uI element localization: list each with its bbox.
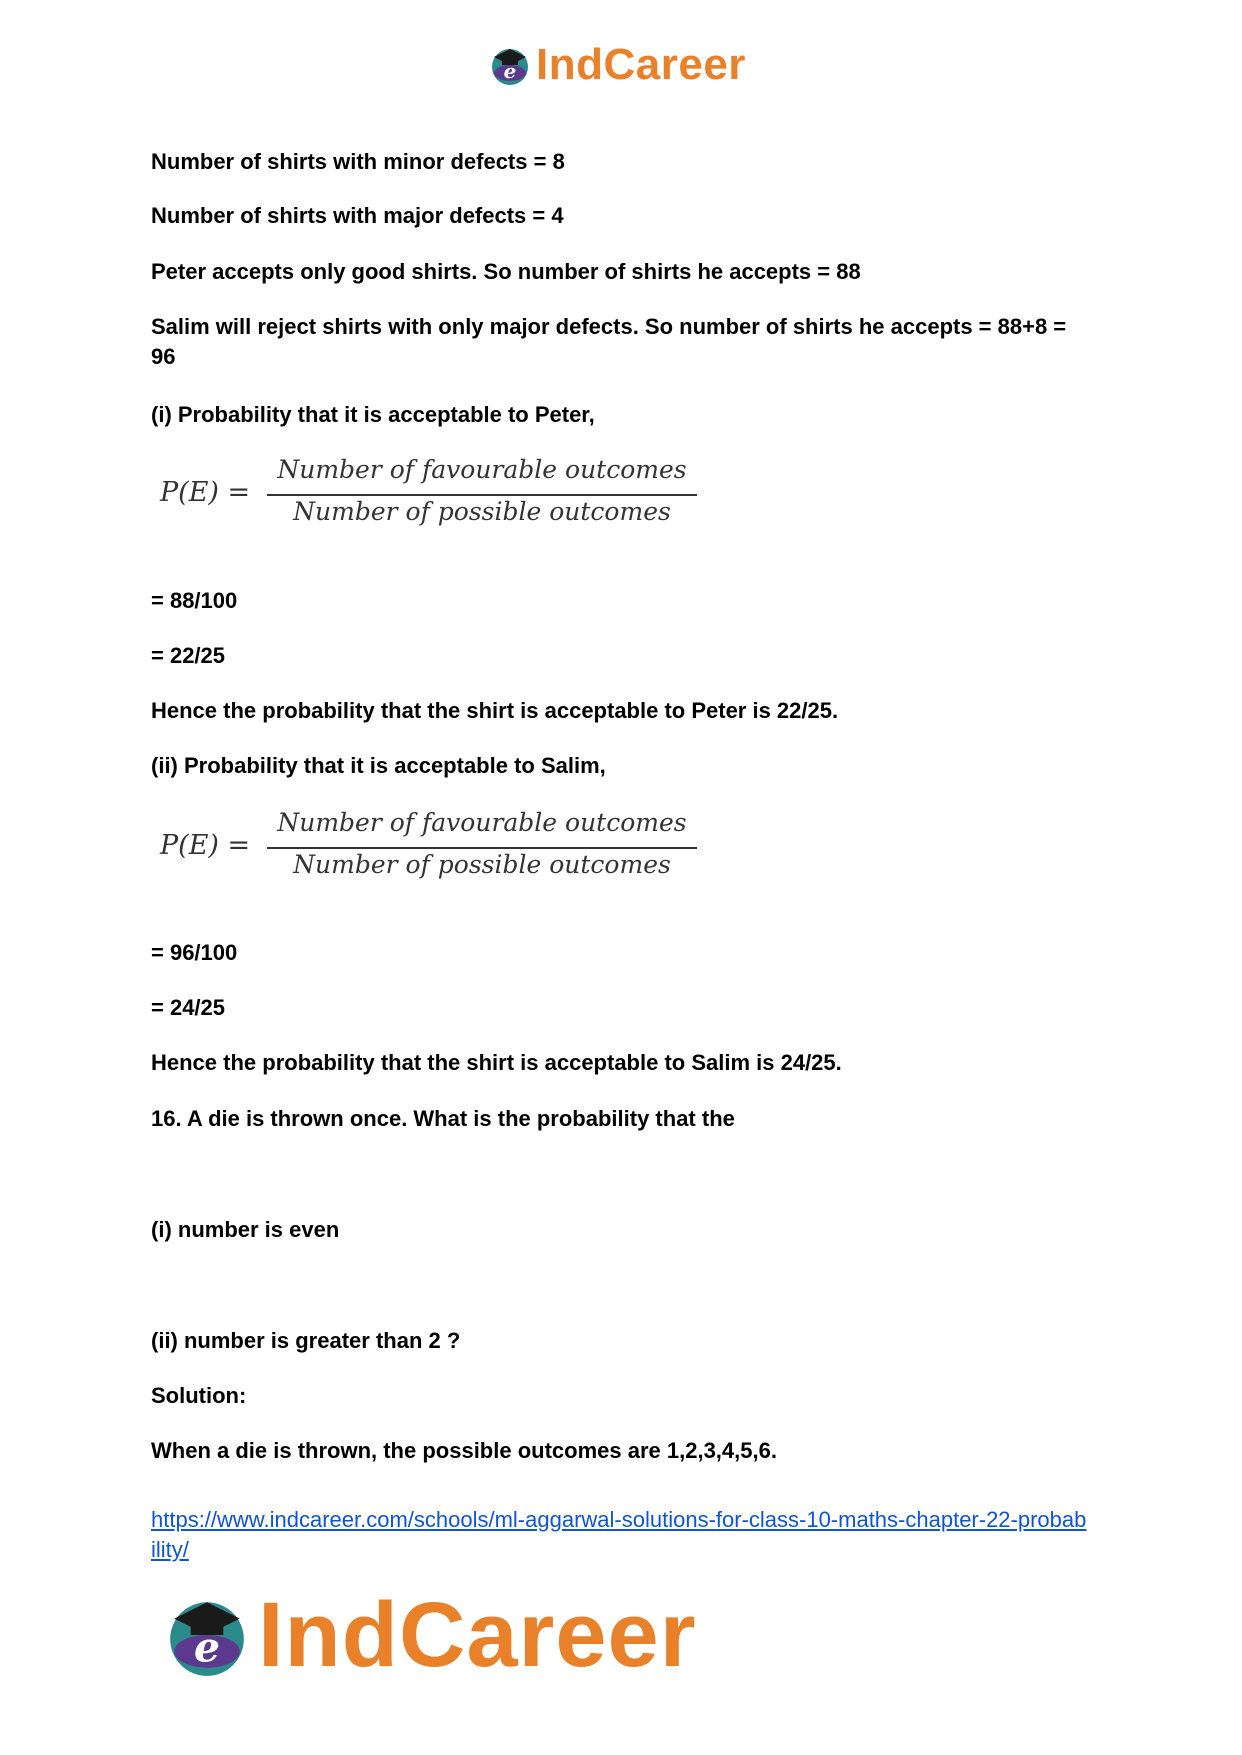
formula-lhs: P(E) = (160, 477, 251, 508)
paragraph-salim-accepts: Salim will reject shirts with only major defects. So number of shirts he accepts = 88+8 = 96 (151, 314, 1067, 369)
formula-lhs: P(E) = (160, 830, 251, 861)
graduation-cap-globe-icon (488, 43, 532, 87)
paragraph-die-outcomes: When a die is thrown, the possible outcomes are 1,2,3,4,5,6. (151, 1438, 777, 1463)
paragraph-question-16: 16. A die is thrown once. What is the probability that the (151, 1106, 735, 1131)
formula-denominator: Number of possible outcomes (293, 850, 671, 879)
formula-numerator: Number of favourable outcomes (277, 808, 687, 837)
graduation-cap-globe-icon (162, 1590, 252, 1680)
svg-text:e: e (503, 59, 517, 83)
probability-formula-1 (160, 455, 720, 541)
paragraph-result-88-100: = 88/100 (151, 588, 238, 613)
footer-logo-text: IndCareer (258, 1583, 697, 1686)
paragraph-result-24-25: = 24/25 (151, 995, 226, 1020)
formula-numerator: Number of favourable outcomes (277, 455, 687, 484)
svg-text:e: e (193, 1623, 221, 1672)
paragraph-question-16-i: (i) number is even (151, 1217, 340, 1242)
fraction-bar (267, 847, 697, 849)
header-logo (488, 40, 746, 90)
paragraph-part-i-heading: (i) Probability that it is acceptable to Peter, (151, 402, 595, 427)
header-logo-text: IndCareer (536, 40, 746, 89)
paragraph-result-96-100: = 96/100 (151, 940, 238, 965)
paragraph-peter-accepts: Peter accepts only good shirts. So number of shirts he accepts = 88 (151, 259, 861, 284)
formula-denominator: Number of possible outcomes (293, 497, 671, 526)
paragraph-solution-label: Solution: (151, 1383, 247, 1408)
paragraph-result-22-25: = 22/25 (151, 643, 226, 668)
paragraph-salim-conclusion: Hence the probability that the shirt is acceptable to Salim is 24/25. (151, 1050, 842, 1075)
paragraph-peter-conclusion: Hence the probability that the shirt is acceptable to Peter is 22/25. (151, 698, 839, 723)
fraction-bar (267, 494, 697, 496)
probability-formula-2 (160, 808, 720, 894)
paragraph-minor-defects: Number of shirts with minor defects = 8 (151, 149, 565, 174)
paragraph-major-defects: Number of shirts with major defects = 4 (151, 203, 564, 228)
footer-logo (162, 1585, 697, 1685)
paragraph-part-ii-heading: (ii) Probability that it is acceptable to Salim, (151, 753, 606, 778)
source-link[interactable]: https://www.indcareer.com/schools/ml-aggarwal-solutions-for-class-10-maths-chapter-22-probability/ (151, 1507, 1087, 1562)
paragraph-question-16-ii: (ii) number is greater than 2 ? (151, 1328, 461, 1353)
